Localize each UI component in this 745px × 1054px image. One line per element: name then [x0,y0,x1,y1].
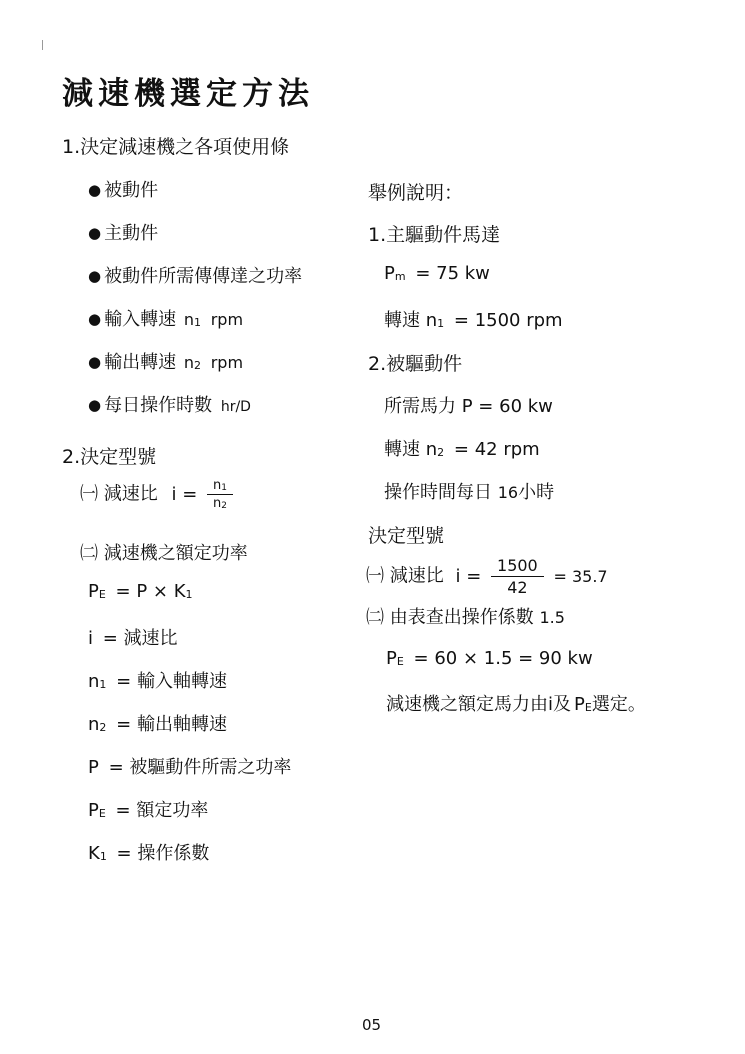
driver-heading: 1.主驅動件馬達 [368,224,501,246]
definition-row: i = 減速比 [88,628,178,649]
definition-row: PE = 額定功率 [88,800,209,821]
list-item: ● 主動件 [88,223,159,244]
definition-row: n2 = 輸出軸轉速 [88,714,227,735]
bullet-icon: ● [88,181,102,199]
list-item: ● 每日操作時數 hr/D [88,395,251,416]
bullet-icon: ● [88,310,102,328]
example-ratio-fraction: $\frac{1500}{42}$ [491,556,544,597]
list-item: ● 被動件 [88,180,159,201]
definition-row: K1 = 操作係數 [88,843,210,864]
section2-heading: 2.決定型號 [62,446,157,468]
ratio-formula: ㈠ 減速比 i = $\frac{n1}{n2}$ [80,478,233,511]
list-item: ● 輸出轉速 n2 rpm [88,352,244,373]
select-heading: 決定型號 [368,525,445,547]
bullet-icon: ● [88,224,102,242]
driver-speed: 轉速 n1 = 1500 rpm [384,310,563,331]
operating-hours: 操作時間每日 16小時 [384,482,555,503]
definition-row: n1 = 輸入軸轉速 [88,671,227,692]
conclusion: 減速機之額定馬力由i及 PE選定。 [386,694,646,715]
list-item: ● 輸入轉速 n1 rpm [88,309,244,330]
rated-power-calc: PE = 60 × 1.5 = 90 kw [386,648,593,669]
scan-mark [42,40,43,50]
definition-row: P = 被驅動件所需之功率 [88,757,292,778]
driven-heading: 2.被驅動件 [368,353,463,375]
list-item: ● 被動件所需傳傳達之功率 [88,266,303,287]
example-heading: 舉例說明： [368,182,464,204]
bullet-icon: ● [88,267,102,285]
example-ratio: ㈠ 減速比 i = $\frac{1500}{42}$ = 35.7 [366,556,608,597]
bullet-icon: ● [88,353,102,371]
bullet-icon: ● [88,396,102,414]
rated-power-formula: PE = P × K1 [88,581,193,602]
ratio-fraction: $\frac{n1}{n2}$ [207,478,233,511]
service-factor: ㈡ 由表查出操作係數 1.5 [366,607,565,628]
section1-heading: 1.決定減速機之各項使用條 [62,136,290,158]
driven-speed: 轉速 n2 = 42 rpm [384,439,540,460]
page-title: 減速機選定方法 [62,76,314,112]
driver-power: Pm = 75 kw [384,263,490,284]
driven-power: 所需馬力 P = 60 kw [384,396,553,417]
rated-power-label: ㈡ 減速機之額定功率 [80,543,248,564]
page-number: 05 [362,1016,382,1034]
